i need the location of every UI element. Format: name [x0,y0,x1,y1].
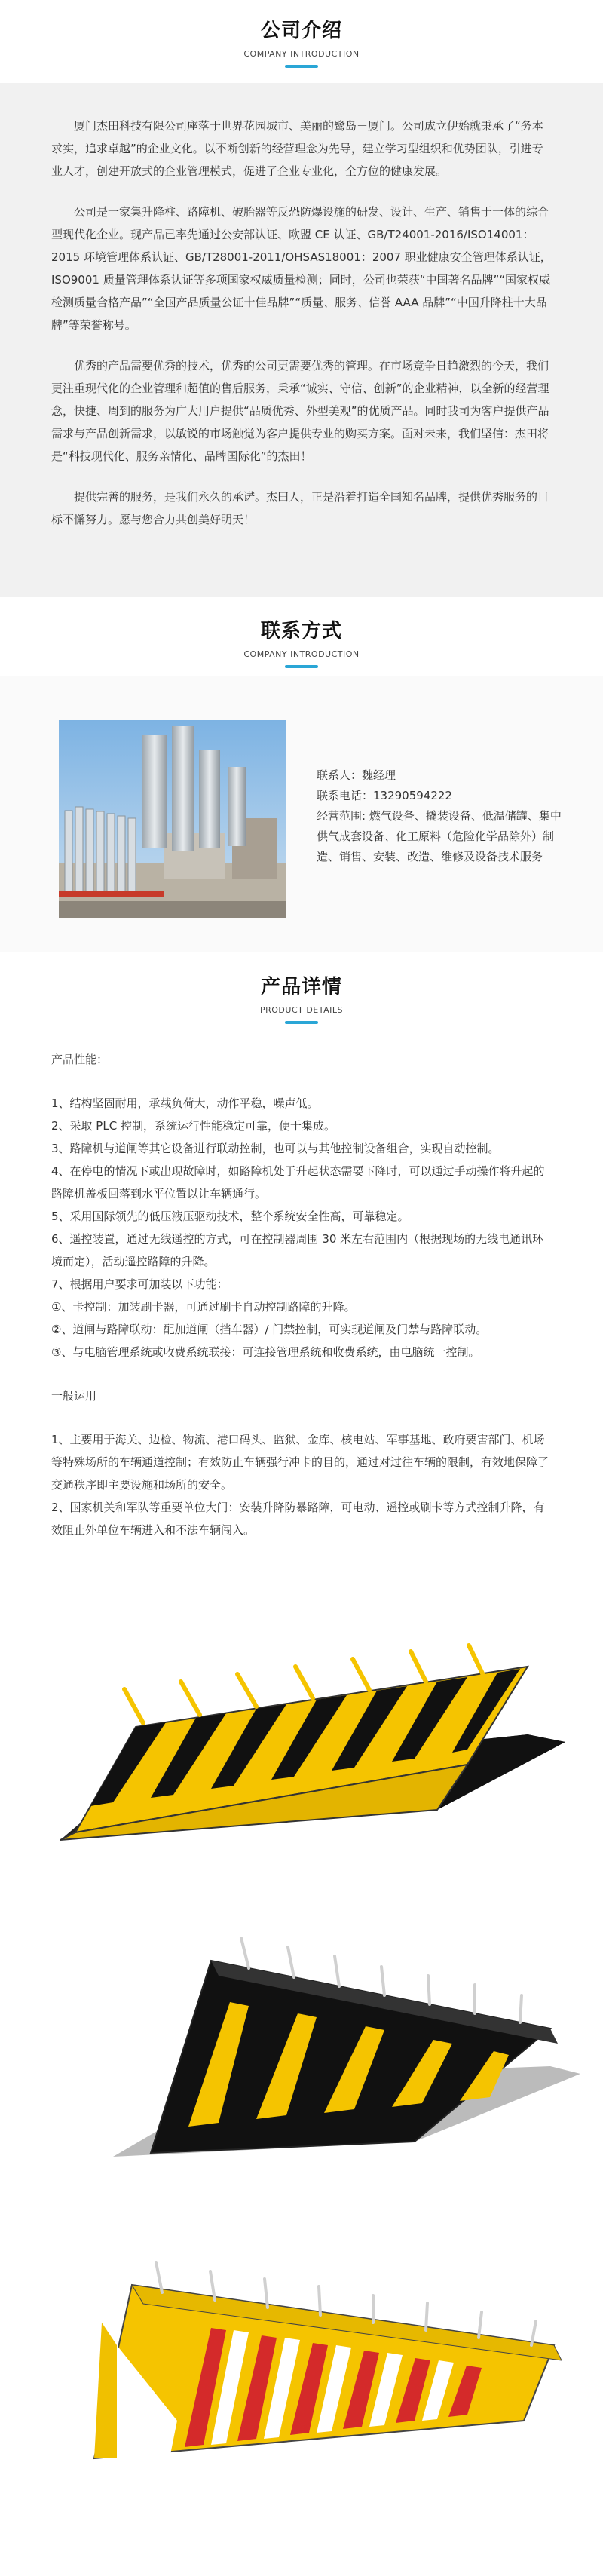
contact-phone[interactable]: 联系电话：13290594222 [317,789,452,802]
contact-accent-bar [285,665,318,668]
usage-item: 1、主要用于海关、边检、物流、港口码头、监狱、金库、核电站、军事基地、政府要害部门、机场等特殊场所的车辆通道控制；有效防止车辆强行冲卡的目的，通过对过往车辆的限制，有效地保障了交通秩序即主要设施和场所的安全。 [51,1433,549,1492]
contact-info [317,765,565,867]
business-scope: 经营范围: 燃气设备、撬装设备、低温储罐、集中供气成套设备、化工原料（危险化学品除外）制造、销售、安装、改造、维修及设备技术服务 [317,809,562,863]
performance-item: ③、与电脑管理系统或收费系统联接：可连接管理系统和收费系统，由电脑统一控制。 [51,1345,480,1359]
performance-item: 3、路障机与道闸等其它设备进行联动控制，也可以与其他控制设备组合，实现自动控制。 [51,1142,500,1155]
performance-item: 2、采取 PLC 控制，系统运行性能稳定可靠，便于集成。 [51,1119,335,1133]
road-blocker-image-black [98,1915,580,2176]
road-blocker-image-red [72,2232,569,2481]
usage-item: 2、国家机关和军队等重要单位大门：安装升降防暴路障，可电动、遥控或刷卡等方式控制升降，有效阻止外单位车辆进入和不法车辆闯入。 [51,1501,545,1537]
details-body [0,1035,603,1541]
factory-photo [59,720,286,918]
contact-person: 联系人：魏经理 [317,768,396,782]
contact-subtitle: COMPANY INTRODUCTION [243,649,360,659]
factory-photo-graphic [59,720,286,918]
intro-accent-bar [285,65,318,68]
performance-item: 6、遥控装置，通过无线遥控的方式，可在控制器周围 30 米左右范围内（根据现场的无线电通讯环境而定），活动遥控路障的升降。 [51,1232,544,1268]
road-blocker-graphic [98,1915,580,2176]
contact-title: 联系方式 [260,620,342,642]
intro-header [0,0,603,83]
usage-title: 一般运用 [51,1389,97,1403]
details-subtitle: PRODUCT DETAILS [259,1005,344,1015]
contact-area [0,676,603,952]
performance-item: ①、卡控制：加装刷卡器，可通过刷卡自动控制路障的升降。 [51,1300,356,1314]
intro-body [0,83,603,597]
intro-title: 公司介绍 [260,20,342,42]
performance-item: 7、根据用户要求可加装以下功能： [51,1277,228,1291]
details-header [0,952,603,1035]
road-blocker-graphic [45,1621,565,1878]
intro-paragraph: 提供完善的服务，是我们永久的承诺。杰田人，正是沿着打造全国知名品牌，提供优秀服务的目标不懈努力。愿与您合力共创美好明天！ [51,490,549,526]
intro-paragraph: 优秀的产品需要优秀的技术，优秀的公司更需要优秀的管理。在市场竞争日趋激烈的今天，我们更注重现代化的企业管理和超值的售后服务，秉承“诚实、守信、创新”的企业精神，以全新的经营理念，快捷、周到的服务为广大用户提供“品质优秀、外型美观”的优质产品。同时我司为客户提供产品需求与产品创新需求，以敏锐的市场触觉为客户提供专业的购买方案。面对未来，我们坚信：杰田将是“科技现代化、服务亲情化、品牌国际化”的杰田！ [51,359,549,463]
details-accent-bar [285,1021,318,1024]
performance-item: 1、结构坚固耐用，承载负荷大，动作平稳，噪声低。 [51,1096,319,1110]
performance-item: ②、道闸与路障联动：配加道闸（挡车器）/ 门禁控制，可实现道闸及门禁与路障联动。 [51,1323,488,1336]
performance-title: 产品性能： [51,1053,109,1066]
performance-item: 4、在停电的情况下或出现故障时，如路障机处于升起状态需要下降时，可以通过手动操作将升起的路障机盖板回落到水平位置以让车辆通行。 [51,1164,545,1201]
road-blocker-image-yellow [45,1621,565,1878]
intro-paragraph: 公司是一家集升降柱、路障机、破胎器等反恐防爆设施的研发、设计、生产、销售于一体的综合型现代化企业。现产品已率先通过公安部认证、欧盟 CE 认证、GB/T24001-2016/ISO14001：2015 环境管理体系认证、GB/T28001-2011/OHSAS18001：2007 职业健康安全管理体系认证，ISO9001 质量管理体系认证等多项国家权威质量检测；同时，公司也荣获“中国著名品牌”“国家权威检测质量合格产品”“全国产品质量公证十佳品牌”“质量、服务、信誉 AAA 品牌”“中国升降柱十大品牌”等荣誉称号。 [51,205,552,332]
performance-item: 5、采用国际领先的低压液压驱动技术，整个系统安全性高，可靠稳定。 [51,1210,409,1223]
contact-header [0,597,603,676]
details-title: 产品详情 [260,976,342,998]
intro-subtitle: COMPANY INTRODUCTION [243,49,360,59]
intro-paragraph: 厦门杰田科技有限公司座落于世界花园城市、美丽的鹭岛－厦门。公司成立伊始就秉承了“务本求实，追求卓越”的企业文化。以不断创新的经营理念为先导，建立学习型组织和优势团队，引进专业人才，创建开放式的企业管理模式，促进了企业专业化，全方位的健康发展。 [51,119,543,178]
road-blocker-graphic [72,2232,569,2481]
